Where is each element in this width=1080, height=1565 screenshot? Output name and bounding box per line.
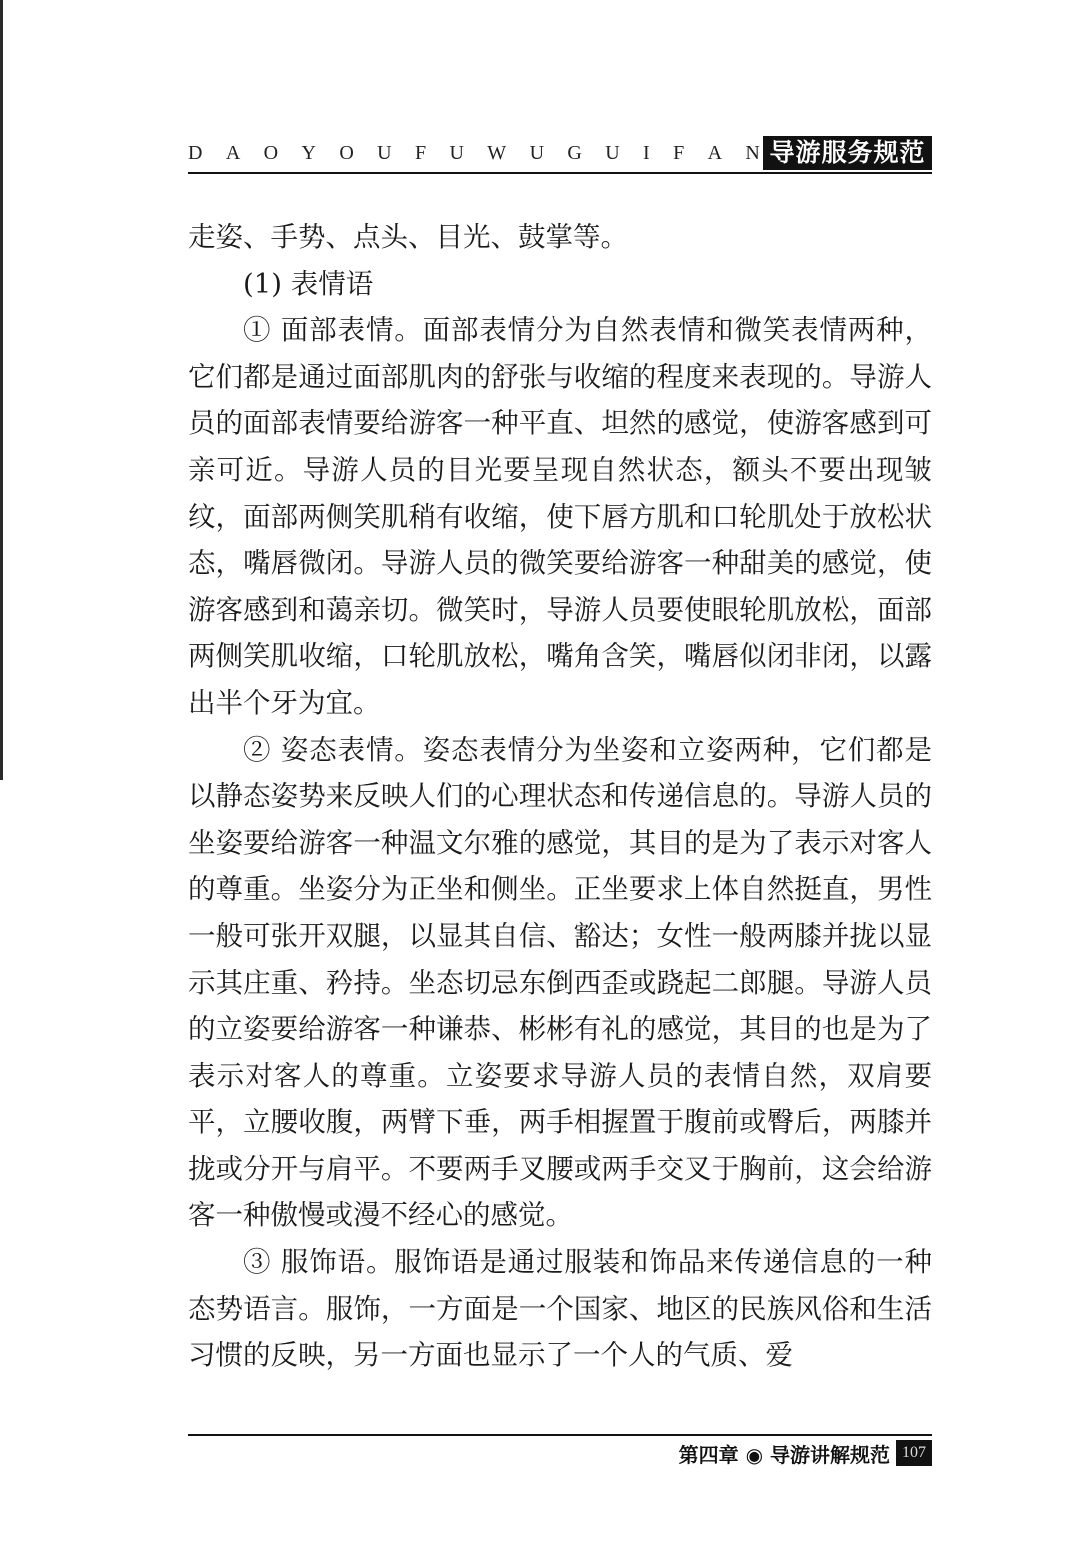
header-letter: A (225, 142, 241, 164)
header-letter: U (377, 142, 392, 164)
footer-divider (188, 1434, 932, 1436)
header-letter: F (673, 142, 685, 164)
header-letter: I (643, 142, 650, 164)
body-text (188, 214, 932, 1379)
running-header (188, 136, 932, 172)
header-letter: O (339, 142, 354, 164)
header-letter: U (605, 142, 620, 164)
section-heading: (1) 表情语 (243, 267, 374, 300)
paragraph: ① 面部表情。面部表情分为自然表情和微笑表情两种，它们都是通过面部肌肉的舒张与收缩的程度来表现的。导游人员的面部表情要给游客一种平直、坦然的感觉，使游客感到可亲可近。导游人员的目光要呈现自然状态，额头不要出现皱纹，面部两侧笑肌稍有收缩，使下唇方肌和口轮肌处于放松状态，嘴唇微闭。导游人员的微笑要给游客一种甜美的感觉，使游客感到和蔼亲切。微笑时，导游人员要使眼轮肌放松，面部两侧笑肌收缩，口轮肌放松，嘴角含笑，嘴唇似闭非闭，以露出半个牙为宜。 (188, 314, 932, 719)
header-letter: A (707, 142, 723, 164)
paragraph: 走姿、手势、点头、目光、鼓掌等。 (188, 221, 628, 253)
book-title: 导游服务规范 (763, 136, 932, 170)
chapter-title: 第四章 ◉ 导游讲解规范 (678, 1442, 890, 1467)
paragraph: ② 姿态表情。姿态表情分为坐姿和立姿两种，它们都是以静态姿势来反映人们的心理状态和传递信息的。导游人员的坐姿要给游客一种温文尔雅的感觉，其目的是为了表示对客人的尊重。坐姿分为正坐和侧坐。正坐要求上体自然挺直，男性一般可张开双腿，以显其自信、豁达；女性一般两膝并拢以显示其庄重、矜持。坐态切忌东倒西歪或跷起二郎腿。导游人员的立姿要给游客一种谦恭、彬彬有礼的感觉，其目的也是为了表示对客人的尊重。立姿要求导游人员的表情自然，双肩要平，立腰收腹，两臂下垂，两手相握置于腹前或臀后，两膝并拢或分开与肩平。不要两手叉腰或两手交叉于胸前，这会给游客一种傲慢或漫不经心的感觉。 (188, 733, 932, 1232)
header-letter: U (529, 142, 545, 164)
header-divider (188, 172, 932, 174)
running-footer (679, 1438, 932, 1468)
header-letter: O (263, 142, 279, 164)
header-letter: U (449, 142, 464, 164)
header-letter: G (567, 142, 582, 164)
header-letter: W (487, 142, 507, 164)
header-letter: F (414, 142, 427, 164)
header-letter: D (188, 142, 203, 164)
page-number: 107 (896, 1440, 932, 1466)
header-letter: N (745, 142, 760, 164)
header-pinyin (188, 142, 760, 165)
paragraph: ③ 服饰语。服饰语是通过服装和饰品来传递信息的一种态势语言。服饰，一方面是一个国家、地区的民族风俗和生活习惯的反映，另一方面也显示了一个人的气质、爱 (188, 1246, 932, 1372)
page-edge-shadow (0, 0, 3, 780)
header-letter: Y (301, 142, 316, 164)
